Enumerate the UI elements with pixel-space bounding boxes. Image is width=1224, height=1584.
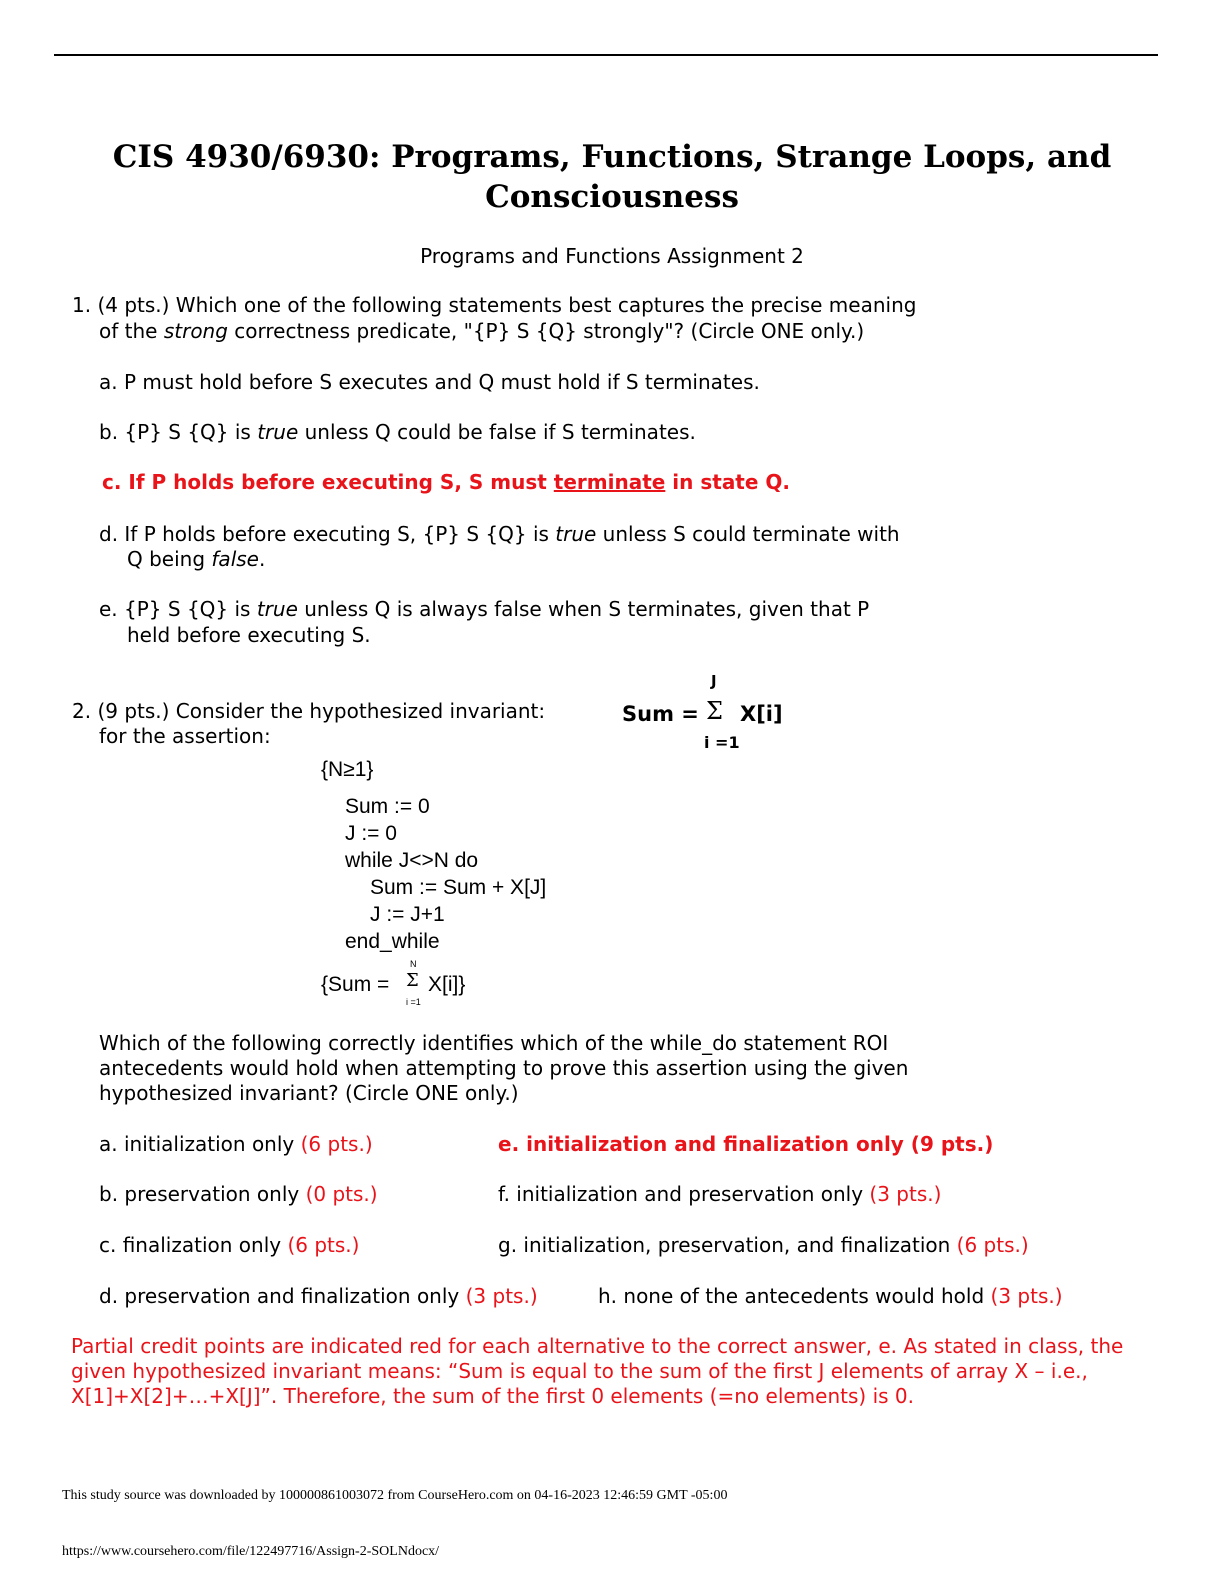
- postcondition-lower-bound: i =1: [406, 997, 421, 1007]
- code-line-4: Sum := Sum + X[J]: [370, 876, 547, 899]
- q2-option-h: h. none of the antecedents would hold (3 pts.): [598, 1284, 1063, 1308]
- q2-option-f: f. initialization and preservation only (3 pts.): [498, 1182, 942, 1206]
- q2-option-b: b. preservation only (0 pts.): [99, 1182, 378, 1206]
- top-rule: [54, 54, 1158, 56]
- q1-option-d-line2: Q being false.: [127, 547, 266, 571]
- q1-option-d-line1: d. If P holds before executing S, {P} S {Q} is true unless S could terminate with: [99, 522, 900, 546]
- q2-stem-line1: 2. (9 pts.) Consider the hypothesized invariant:: [72, 699, 546, 723]
- q1-stem-line2: of the strong correctness predicate, "{P} S {Q} strongly"? (Circle ONE only.): [99, 319, 865, 343]
- q2-stem-line2: for the assertion:: [99, 724, 271, 748]
- q1-option-e-line1: e. {P} S {Q} is true unless Q is always false when S terminates, given that P: [99, 597, 870, 621]
- q2-prompt-line2: antecedents would hold when attempting to prove this assertion using the given: [99, 1056, 909, 1080]
- source-url-link[interactable]: https://www.coursehero.com/file/122497716/Assign-2-SOLNdocx/: [62, 1544, 440, 1559]
- precondition: {N≥1}: [321, 758, 374, 781]
- code-line-3: while J<>N do: [345, 849, 479, 872]
- q1-option-c-answer: c. If P holds before executing S, S must terminate in state Q.: [102, 470, 790, 494]
- q2-prompt-line1: Which of the following correctly identifies which of the while_do statement ROI: [99, 1031, 889, 1055]
- invariant-rhs: X[i]: [740, 702, 783, 726]
- q2-option-d: d. preservation and finalization only (3 pts.): [99, 1284, 538, 1308]
- q2-option-e-answer: e. initialization and finalization only (9 pts.): [498, 1132, 994, 1156]
- postcondition-lhs: {Sum =: [321, 973, 390, 996]
- q1-stem-line1: 1. (4 pts.) Which one of the following statements best captures the precise meaning: [72, 293, 917, 317]
- postcondition-rhs: X[i]}: [428, 973, 466, 996]
- page-subtitle: Programs and Functions Assignment 2: [420, 244, 804, 268]
- invariant-lower-bound: i =1: [704, 733, 740, 752]
- code-line-6: end_while: [345, 930, 440, 953]
- q2-option-g: g. initialization, preservation, and finalization (6 pts.): [498, 1233, 1029, 1257]
- q2-prompt-line3: hypothesized invariant? (Circle ONE only.): [99, 1081, 519, 1105]
- q2-option-c: c. finalization only (6 pts.): [99, 1233, 360, 1257]
- q1-option-e-line2: held before executing S.: [127, 623, 371, 647]
- page-title-line1: CIS 4930/6930: Programs, Functions, Strange Loops, and: [112, 139, 1112, 175]
- q1-option-a: a. P must hold before S executes and Q must hold if S terminates.: [99, 370, 760, 394]
- partial-credit-note: Partial credit points are indicated red for each alternative to the correct answer, e. As stated in class, the given hypothesized invariant means: “Sum is equal to the sum of the first J elements of array X – i.e., X[1]+X[2]+…+X[J]”. Therefore, the sum of the first 0 elements (=no elements) is 0.: [71, 1334, 1124, 1408]
- sigma-small-icon: Σ: [406, 970, 419, 991]
- code-line-5: J := J+1: [370, 903, 445, 926]
- code-line-2: J := 0: [345, 822, 397, 845]
- sigma-icon: Σ: [706, 697, 723, 725]
- page-title-line2: Consciousness: [485, 179, 739, 215]
- download-notice: This study source was downloaded by 100000861003072 from CourseHero.com on 04-16-2023 12:46:59 GMT -05:00: [62, 1488, 728, 1503]
- invariant-lhs: Sum =: [622, 702, 699, 726]
- invariant-upper-bound: J: [711, 672, 717, 690]
- code-line-1: Sum := 0: [345, 795, 430, 818]
- q2-option-a: a. initialization only (6 pts.): [99, 1132, 373, 1156]
- postcondition-upper-bound: N: [410, 959, 417, 969]
- q1-option-b: b. {P} S {Q} is true unless Q could be false if S terminates.: [99, 420, 696, 444]
